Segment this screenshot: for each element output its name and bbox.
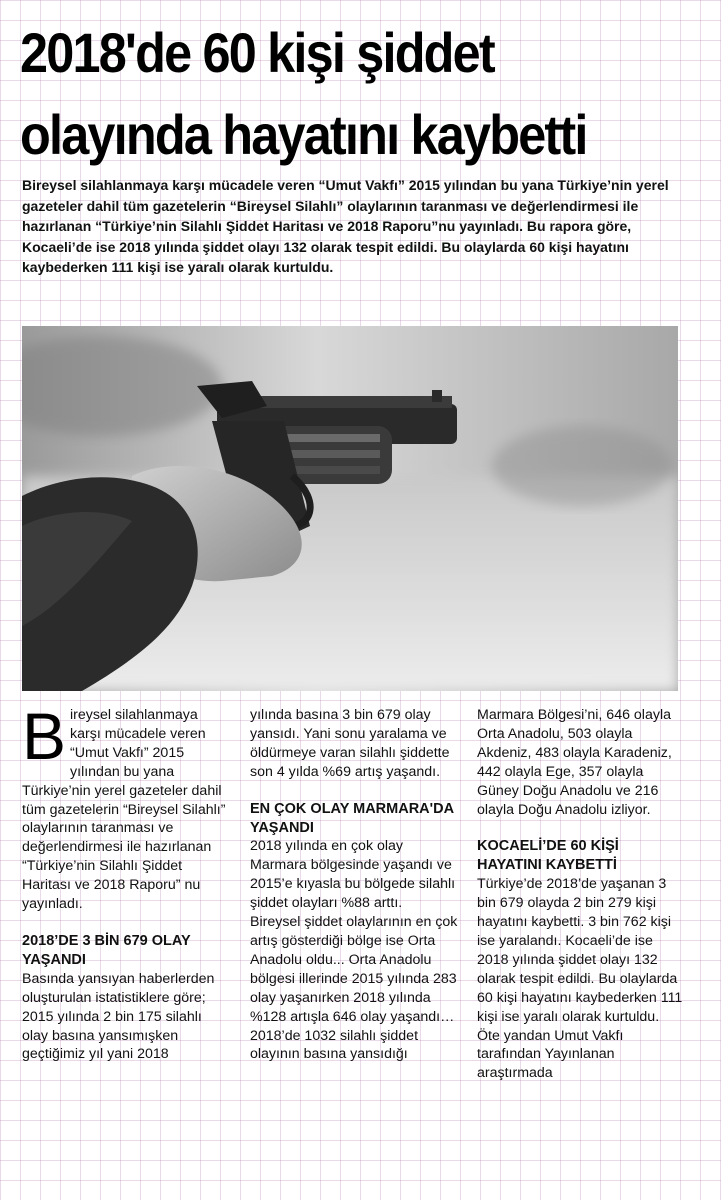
- article-paragraph: Türkiye’de 2018’de yaşanan 3 bin 679 olayda 2 bin 279 kişi hayatını kaybetti. 3 bin 762 kişi ise yaralandı. Kocaeli’de ise 2018 yılında şiddet olayı 132 olarak tespit edildi. Bu olaylarda 60 kişi hayatını kaybederken 111 kişi ise yaralı olarak kurtuldu. Öte yandan Umut Vakfı tarafından Yayınlanan araştırmada: [477, 876, 683, 1082]
- lede-paragraph: Bireysel silahlanmaya karşı mücadele veren “Umut Vakfı” 2015 yılından bu yana Türkiye’nin yerel gazeteler dahil tüm gazetelerin “Bireysel Silahlı” olaylarının taranması ve değerlendirmesi ile hazırlanan “Türkiye’nin Silahlı Şiddet Haritası ve 2018 Raporu”nu yayınladı. Bu rapora göre, Kocaeli’de ise 2018 yılında şiddet olayı 132 olarak tespit edildi. Bu olaylarda 60 kişi hayatını kaybederken 111 kişi ise yaralı olarak kurtuldu.: [22, 177, 669, 275]
- article-paragraph: yılında basına 3 bin 679 olay yansıdı. Yani sonu yaralama ve öldürmeye varan silahlı şiddette son 4 yılda %69 artış yaşandı.: [250, 707, 450, 780]
- spacer: [477, 819, 685, 837]
- revolver-in-hand-photo: [22, 326, 678, 691]
- headline-line-1: 2018'de 60 kişi şiddet: [20, 21, 494, 84]
- headline-line-2: olayında hayatını kaybetti: [20, 103, 587, 166]
- drop-cap: B: [22, 699, 67, 773]
- article-column-1: [22, 699, 230, 1064]
- article-paragraph: Bireysel şiddet olaylarının en çok artış gösterdiği bölge ise Orta Anadolu oldu... Orta Anadolu bölgesi illerinde 2015 yılında 283 olay yaşanırken 2018 yılında %128 artışla 646 olay yaşandı… 2018’de 1032 silahlı şiddet olayının basına yansıdığı: [250, 914, 458, 1063]
- subheading: KOCAELİ’DE 60 KİŞİ HAYATINI KAYBETTİ: [477, 838, 619, 874]
- subheading: 2018’DE 3 BİN 679 OLAY YAŞANDI: [22, 932, 191, 968]
- article-paragraph: Basında yansıyan haberlerden oluşturulan istatistiklere göre; 2015 yılında 2 bin 175 silahlı olay basına yansımışken geçtiğimiz yıl yani 2018: [22, 970, 215, 1063]
- spacer: [250, 782, 458, 800]
- spacer: [22, 914, 230, 932]
- article-column-3: [477, 706, 685, 1083]
- article-paragraph: [22, 699, 230, 914]
- article-paragraph: Marmara Bölgesi’ni, 646 olayla Orta Anadolu, 503 olayla Akdeniz, 483 olayla Karadeniz, 442 olayla Ege, 357 olayla Güney Doğu Anadolu ve 216 olayla Doğu Anadolu izliyor.: [477, 707, 672, 818]
- photo-illustration: [22, 326, 678, 691]
- paragraph-text: ireysel silahlanmaya karşı mücadele veren “Umut Vakfı” 2015 yılından bu yana Türkiye’nin yerel gazeteler dahil tüm gazetelerin “Bireysel Silahlı” olaylarının taranması ve değerlendirmesi ile hazırlanan “Türkiye’nin Silahlı Şiddet Haritası ve 2018 Raporu” nu yayınladı.: [22, 707, 226, 913]
- article-paragraph: 2018 yılında en çok olay Marmara bölgesinde yaşandı ve 2015’e kıyasla bu bölgede silahlı şiddet olayları %88 arttı.: [250, 838, 456, 912]
- subheading: EN ÇOK OLAY MARMARA'DA YAŞANDI: [250, 800, 454, 836]
- article-column-2: [250, 706, 458, 1064]
- headline: [20, 12, 632, 176]
